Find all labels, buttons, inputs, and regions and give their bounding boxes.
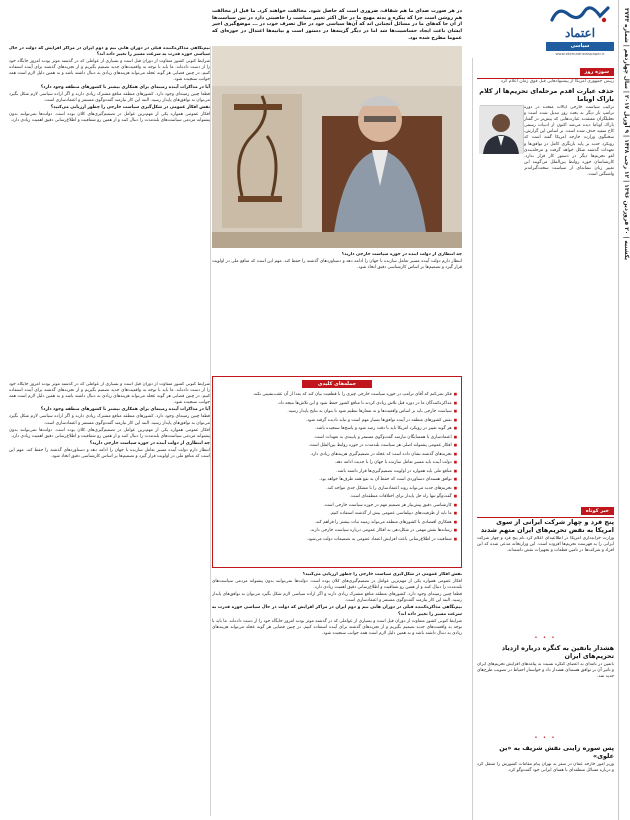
newspaper-logo <box>542 0 618 58</box>
key-quote-line: ■ گفت‌وگو تنها راه حل پایدار برای اختلافات منطقه‌ای است. <box>217 493 457 500</box>
interview-column-bottom-middle <box>212 572 462 816</box>
side-body-4: وزیر امور خارجه عمان در سفر به تهران پیام مقامات کشورش را منتقل کرد و درباره مسائل منطقه‌ای با همتای ایرانی خود گفت‌وگو کرد. <box>477 762 614 774</box>
side-kicker: رییس جمهوری امریکا از پیشنهادهایی قبل فوق زمان اعلام کرد <box>500 79 614 84</box>
key-quote-line: ■ کارشناسی دقیق پیش‌نیاز هر تصمیم مهم در حوزه سیاست خارجی است. <box>217 502 457 509</box>
interview-column-bottom-left <box>9 382 210 816</box>
website-url[interactable]: www.etemadnewspaper.ir <box>555 51 605 56</box>
logo-name: اعتماد <box>564 26 596 40</box>
side-body-1: ترکیب سیاست خارجی ایالات متحده در دوره ترامپ بار دیگر به بحث روز تبدیل شده است و تحلیلگران معتقدند عبارت‌هایی که پیش‌تر در گفتار باراک اوباما دیده می‌شد اکنون از ادبیات رسمی کاخ سفید حذف شده است. بر اساس این گزارش، سخنگوی وزارت خارجه امریکا گفته است که رویکرد جدید بر پایه بازنگری کامل در توافق‌ها و تعهدات گذشته شکل خواهد گرفت و مرحله‌بندی لغو تحریم‌ها دیگر در دستور کار قرار ندارد. کارشناسان حوزه روابط بین‌الملل می‌گویند این تغییر زبان نشانه‌ای از سیاست سخت‌گیرانه‌تر واشنگتن است. <box>524 105 614 178</box>
answer-3-continued: افکار عمومی همواره یکی از مهم‌ترین عوامل در تصمیم‌گیری‌های کلان بوده است. دولت‌ها نمی‌توانند بدون پشتوانه مردمی سیاست‌های بلندمدت را دنبال کنند و از همین رو شفافیت و اطلاع‌رسانی دقیق اهمیت زیادی دارد. <box>9 427 210 439</box>
interview-lead: در هر صورت صدای ما هم شفاف، ضروری است که حاصل شود. مخالفت خواهند کرد. ما قبل از مخالفت هم روشن است چرا که پیکره و بدنه مهیج ما در حال اکثر تغییر سیاست را خاصیتی دارد در بین سیاست‌ها از آن جا که‌های ما در مسائل آنچنانی اند که آن‌ها سیاسی خود در حال تصرف خوب در ... موضع‌گیری اخیر ایشان باعث ایجاد حساسیت‌ها شد اما در دیگر گزینه‌ها در دستور است و بیانیه‌ها اعتدال در حوزه‌ای که عموما مطرح شده بود. <box>212 8 462 41</box>
key-quote-line: ■ شفافیت در اطلاع‌رسانی باعث افزایش اعتماد عمومی به تصمیمات دولت می‌شود. <box>217 536 457 543</box>
answer-1-continued: شرایط کنونی کشور متفاوت از دوران قبل است و بسیاری از عواملی که در گذشته موثر بودند امروز جایگاه خود را از دست داده‌اند. ما باید با توجه به واقعیت‌های جدید تصمیم بگیریم و از تجربه‌های گذشته برای آینده استفاده کنیم. در چنین فضایی هر گونه عجله می‌تواند هزینه‌های زیادی به دنبال داشته باشد و به همین دلیل لازم است همه جوانب سنجیده شود. <box>9 382 210 406</box>
key-quote-line: ■ همکاری اقتصادی با کشورهای منطقه می‌تواند زمینه ثبات بیشتر را فراهم کند. <box>217 519 457 526</box>
key-quote-line: ■ مذاکره‌کنندگان ما در دوره قبل تلاش زیادی کردند تا منافع کشور حفظ شود و این تلاش‌ها نتیجه داد. <box>217 400 457 407</box>
person-icon <box>479 106 523 154</box>
side-headline-4[interactable]: پس سوره زاینی نقش شریف به «بن علوی» <box>499 744 614 760</box>
answer-2-continued: قطعا چنین زمینه‌ای وجود دارد. کشورهای منطقه منافع مشترک زیادی دارند و اگر اراده سیاسی لازم شکل بگیرد می‌توان به توافق‌های پایدار رسید. البته این کار نیازمند گفت‌وگوی مستمر و اعتمادسازی است. <box>9 414 210 426</box>
logo-mark-icon <box>548 2 612 26</box>
key-quote-line: ■ تحریم‌های جدید می‌تواند روند اعتمادسازی را با مشکل جدی مواجه کند. <box>217 485 457 492</box>
divider: • • • <box>534 735 557 741</box>
key-quote-line: ■ اعتمادسازی با همسایگان نیازمند گفت‌وگوی مستمر و پایبندی به تعهدات است. <box>217 434 457 441</box>
key-quote-line: ■ ما باید از ظرفیت‌های دیپلماسی عمومی بیش از گذشته استفاده کنیم. <box>217 510 457 517</box>
issue-date-line: یکشنبه | ۲۰ فروردین ۱۳۹۶ | ۱۲ رجب ۱۴۳۸ | ۹ آوریل ۲۰۱۷ | سال چهاردهم | شماره ۳۷۴۳ <box>623 8 629 261</box>
section-label-brief: خبر کوتاه <box>581 507 614 515</box>
question-4-continued: چه انتظاری از دولت آینده در حوزه سیاست خارجی دارید؟ <box>89 440 210 446</box>
interview-column-middle <box>212 252 462 372</box>
question-1: نیم‌نگاهی مذاکره‌کننده قبلی در دوران هانی نیم و دوم ایران در مراکز افزایش که دولت در حال سیاسی حوزه قدرت به سرعت مسیر را تغییر داده اند؟ <box>9 46 210 58</box>
answer-4-continued: انتظار دارم دولت آینده مسیر تعامل سازنده با جهان را ادامه دهد و دستاوردهای گذشته را حفظ کند. مهم این است که منافع ملی در اولویت قرار گیرد و تصمیم‌ها بر اساس کارشناسی دقیق اتخاذ شود. <box>9 447 210 460</box>
answer-4: انتظار دارم دولت آینده مسیر تعامل سازنده با جهان را ادامه دهد و دستاوردهای گذشته را حفظ کند. مهم این است که منافع ملی در اولویت قرار گیرد و تصمیم‌ها بر اساس کارشناسی دقیق اتخاذ شود. <box>212 259 462 271</box>
answer-1-bottom: شرایط کنونی کشور متفاوت از دوران قبل است و بسیاری از عواملی که در گذشته موثر بودند امروز جایگاه خود را از دست داده‌اند. ما باید با توجه به واقعیت‌های جدید تصمیم بگیریم و از تجربه‌های گذشته برای آینده استفاده کنیم. در چنین فضایی هر گونه عجله می‌تواند هزینه‌های زیادی به دنبال داشته باشد و به همین دلیل لازم است همه جوانب سنجیده شود. <box>212 618 462 636</box>
question-3-bottom: نقش افکار عمومی در شکل‌گیری سیاست خارجی را چطور ارزیابی می‌کنید؟ <box>302 572 462 577</box>
question-1-bottom: نیم‌نگاهی مذاکره‌کننده قبلی در دوران هانی نیم و دوم ایران در مراکز افزایش که دولت در حال سیاسی حوزه قدرت به سرعت مسیر را تغییر داده اند؟ <box>212 605 462 617</box>
masthead-strip <box>618 0 630 820</box>
key-quote-line: ■ توافق هسته‌ای دستاوردی است که حفظ آن به نفع همه طرف‌ها خواهد بود. <box>217 476 457 483</box>
answer-1: شرایط کنونی کشور متفاوت از دوران قبل است و بسیاری از عواملی که در گذشته موثر بودند امروز جایگاه خود را از دست داده‌اند. ما باید با توجه به واقعیت‌های جدید تصمیم بگیریم و از تجربه‌های گذشته برای آینده استفاده کنیم. در چنین فضایی هر گونه عجله می‌تواند هزینه‌های زیادی به دنبال داشته باشد و به همین دلیل لازم است همه جوانب سنجیده شود. <box>9 59 210 83</box>
divider: • • • <box>534 635 557 641</box>
question-3: نقش افکار عمومی در شکل‌گیری سیاست خارجی را چطور ارزیابی می‌کنید؟ <box>50 104 210 110</box>
key-quote-line: ■ رسانه‌ها نقش مهمی در شکل‌دهی به افکار عمومی درباره سیاست خارجی دارند. <box>217 527 457 534</box>
section-label-topic: سوژه روز <box>580 68 615 76</box>
key-quotes-list <box>217 391 457 543</box>
key-quote-line: ■ نقش کشورهای منطقه در آینده توافق‌ها بسیار مهم است و نباید نادیده گرفته شود. <box>217 417 457 424</box>
side-body-2: وزارت خزانه‌داری امریکا در اطلاعیه‌ای اعلام کرد نام پنج فرد و چهار شرکت ایرانی را به فهرست تحریم‌ها افزوده است. این وزارتخانه مدعی شده که این افراد و شرکت‌ها در تامین قطعات و تجهیزات نقش داشته‌اند. <box>477 536 614 554</box>
question-4: چه انتظاری از دولت آینده در حوزه سیاست خارجی دارید؟ <box>341 252 462 257</box>
section-badge: سیاسی <box>546 42 614 51</box>
interviewee-photo-icon <box>212 46 462 248</box>
question-2-continued: آیا در مذاکرات آینده زمینه‌ای برای همکاری بیشتر با کشورهای منطقه وجود دارد؟ <box>40 407 210 413</box>
key-quote-line: ■ افکار عمومی پشتوانه اصلی هر سیاست بلندمدت در حوزه روابط بین‌الملل است. <box>217 442 457 449</box>
key-quotes-box <box>212 376 462 568</box>
question-2: آیا در مذاکرات آینده زمینه‌ای برای همکاری بیشتر با کشورهای منطقه وجود دارد؟ <box>40 84 210 90</box>
key-quote-line: ■ دولت آینده باید مسیر تعامل سازنده با جهان را با جدیت ادامه دهد. <box>217 459 457 466</box>
answer-3-bottom: افکار عمومی همواره یکی از مهم‌ترین عوامل در تصمیم‌گیری‌های کلان بوده است. دولت‌ها نمی‌توانند بدون پشتوانه مردمی سیاست‌های بلندمدت را دنبال کنند و از همین رو شفافیت و اطلاع‌رسانی دقیق اهمیت زیادی دارد. <box>212 579 462 591</box>
side-headline-2[interactable]: پنج فرد و چهار شرکت ایرانی از سوی امریکا به نقض تحریم‌های ایران متهم شدند <box>480 518 614 534</box>
key-quote-line: ■ منافع ملی باید همواره در اولویت تصمیم‌گیری‌ها قرار داشته باشد. <box>217 468 457 475</box>
answer-3: افکار عمومی همواره یکی از مهم‌ترین عوامل در تصمیم‌گیری‌های کلان بوده است. دولت‌ها نمی‌توانند بدون پشتوانه مردمی سیاست‌های بلندمدت را دنبال کنند و از همین رو شفافیت و اطلاع‌رسانی دقیق اهمیت زیادی دارد. <box>9 111 210 124</box>
side-headline-1[interactable]: حذف عبارت اقدم مرحله‌ای تحریم‌ها از کلام باراک اوباما <box>479 87 614 103</box>
side-headline-3[interactable]: هشدار بانفین به کنگره درباره ازدیاد تحریم‌های ایران <box>501 644 614 660</box>
key-quote-line: ■ سیاست خارجی باید بر اساس واقعیت‌ها و نه شعارها تنظیم شود تا بتوان به نتایج پایدار رسید. <box>217 408 457 415</box>
interview-photo <box>212 46 462 248</box>
key-quote-line: ■ فکر نمی‌کنم که آقای ترامپ در حوزه سیاست خارجی چیزی را با قطعیت بیان کند که بعدا از آن عقب‌نشینی نکند. <box>217 391 457 398</box>
column-rule <box>210 46 211 816</box>
key-quotes-title: جمله‌های کلیدی <box>302 380 372 388</box>
portrait-photo <box>480 105 524 153</box>
news-sidebar <box>472 58 618 820</box>
key-quote-line: ■ هر گونه تغییر در رویکرد امریکا باید با دقت رصد شود و پاسخ‌ها سنجیده باشد. <box>217 425 457 432</box>
answer-2-bottom: قطعا چنین زمینه‌ای وجود دارد. کشورهای منطقه منافع مشترک زیادی دارند و اگر اراده سیاسی لازم شکل بگیرد می‌توان به توافق‌های پایدار رسید. البته این کار نیازمند گفت‌وگوی مستمر و اعتمادسازی است. <box>212 592 462 604</box>
answer-2: قطعا چنین زمینه‌ای وجود دارد. کشورهای منطقه منافع مشترک زیادی دارند و اگر اراده سیاسی لازم شکل بگیرد می‌توان به توافق‌های پایدار رسید. البته این کار نیازمند گفت‌وگوی مستمر و اعتمادسازی است. <box>9 91 210 103</box>
interview-column-left <box>9 46 210 376</box>
side-body-3: بانفین در نامه‌ای به اعضای کنگره نسبت به پیامدهای افزایش تحریم‌های ایران و تاثیر آن بر توافق هسته‌ای هشدار داد و خواستار احتیاط در تصویب طرح‌های جدید شد. <box>477 662 614 680</box>
key-quote-line: ■ تجربه‌های گذشته نشان داده است که عجله در تصمیم‌گیری هزینه‌های زیادی دارد. <box>217 451 457 458</box>
